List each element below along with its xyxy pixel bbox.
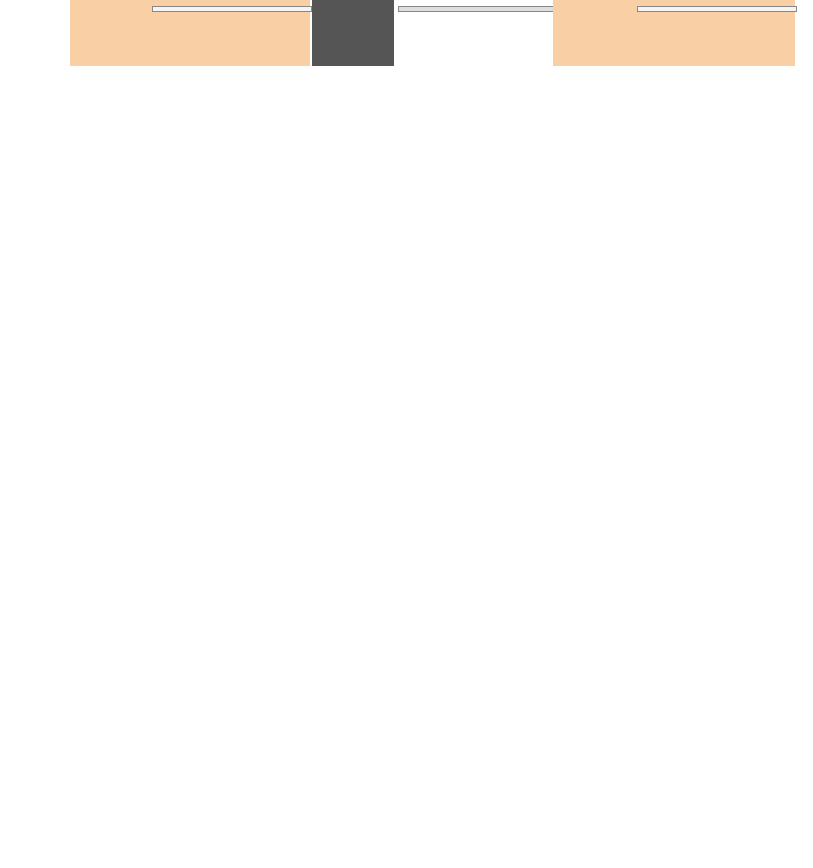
naika-hours [152,6,312,12]
geka-hours [637,6,797,12]
naika-header [70,0,310,66]
geka-header [553,0,795,66]
shoni-hours [398,6,558,12]
shoni-title [312,0,394,66]
